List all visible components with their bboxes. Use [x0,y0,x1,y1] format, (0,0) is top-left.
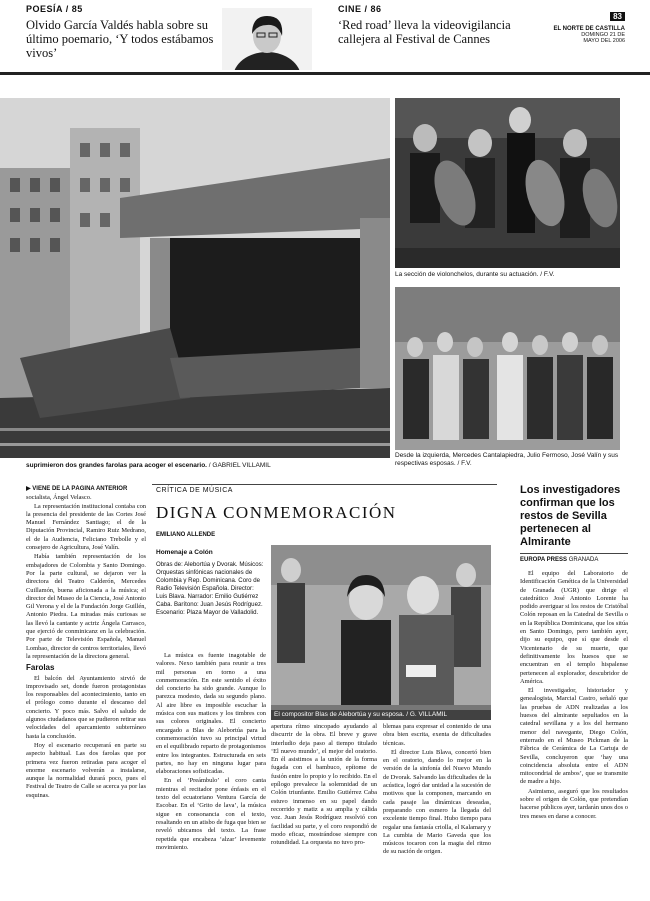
review-subtitle: Homenaje a Colón [156,549,213,556]
review-credits: Obras de: Alebortúa y Dvorak. Músicos: Orquestas sinfónicas nacionales de Colombia y Rep. Dominicana. Coro de Radio Televisión Española. Director: Luis Blava. Narrador: Emilio Gutiérrez Caba. Barítono: Juan Jesús Rodríguez. Escenario: Plaza Mayor de Valladolid. [156,561,264,616]
review-top-rule [152,484,497,485]
cello-illustration [395,98,620,268]
cello-caption [395,271,620,279]
date-day: DOMINGO 21 DE [581,32,625,38]
section-name: POESÍA [26,4,63,14]
paragraph: En el ‘Preámbulo’ el coro canta mientras el recitador pone énfasis en el texto del ecuatoriano Ventura García de Escobar. En el ‘Grito de lava’, la música sigue en consonancia con el texto, resaltando en un atisbo de fuga que bien se reveló ubicamos del texto. La frase repetida que encabeza ‘alzar’ levemente movimiento. [156,777,266,851]
section-name: CINE [338,4,362,14]
sidebar-rule [520,553,628,554]
header-left-teaser[interactable] [26,4,216,70]
header-rule [0,72,650,75]
plaza-stage-photo [0,98,390,458]
caption-text: Desde la izquierda, Mercedes Cantalapiedra, Julio Fermoso, José Valín y sus respectivas esposas. [395,452,619,467]
main-photo-caption [26,462,386,470]
review-column-1 [156,652,266,897]
audience-photo [395,287,620,450]
caption-credit: / G. VILLAMIL [406,711,448,718]
caption-text: La sección de violonchelos, durante su actuación. [395,271,539,278]
page-number: 83 [610,12,625,21]
audience-illustration [395,287,620,450]
caption-text: suprimieron dos grandes farolas para acoger el escenario. [26,462,207,469]
paragraph: Había también representación de los embajadores de Colombia y Santo Domingo. Por la parte cultural, se dejaron ver la directora del Teatro Calderón, Mercedes Cuillamón, buena aficionada a la música; el director del Museo de la Ciencia, José Antonio Gil Verona y el de la Fundación Jorge Guillén, Antonio Piedra. La miradas más curiosas se las llevó la cantante y actriz Ángela Carrasco, que ejerció de conminicanz en la celebración. Por parte de Televisión Española, Manuel Lombao, director de centros territoriales, llevó la representación de la directora general. [26,553,146,660]
paragraph: apertura rítmo sincopado ayudando al discurrir de la obra. El breve y grave interludio deja paso al tiempo titulado ‘El nuevo mundo’, el mejor del oratorio. En él asistimos a la unión de la forma fugada con el bambuco, epítome de fusión entre lo propio y lo recibido. En el epílogo prevalece la solemnidad de un Colón triunfante. Emilio Gutiérrez Caba estuvo inmenso en su papel dando recorrido y matiz a su amplia y cálida voz. Juan Jesús Rodríguez resolvió con facilidad su parte, y el coro respondió de modo eficaz, mostrándose siempre con rotundidad. La orquesta no tuvo pro- [271,723,377,847]
paragraph: El director Luis Blava, concertó bien en el oratorio, dando lo mejor en la versión de la sinfonía del Nuevo Mundo de Dvorak. Salvando las dificultades de la acústica, logró dar unidad a la sucesión de motivos que la componen, marcando en cada pasaje las dinámicas deseadas, preparando con esmero la llegada del excelente tiempo final. Hubo tiempo para regalar una fantasía criolla, el Kalamary y La cumbia de Mario Gaveda que los músicos tocaron con la magia del ritmo de su nación de origen. [383,748,491,856]
subhead-farolas: Farolas [26,663,55,673]
paragraph: El equipo del Laboratorio de Identificación Genética de la Universidad de Granada (UGR) que dirige el catedrático José Antonio Lorente ha podido averiguar si los restos de Cristóbal Colón reposan en la Catedral de Sevilla o en la República Dominicana, que los sitúa en Santo Domingo, pero también ayer, dijo su equipo, que sí que desde el Vicentenario de su muerte, que definitivamente los huesos que se encuentran en el templo hispalense pertenecen al explorador, descubridor de América. [520,570,628,685]
date-month: MAYO DEL 2006 [583,38,625,44]
masthead-block [545,6,625,44]
paragraph: blemas para expresar el contenido de una obra bien escrita, exenta de dificultades técnicas. [383,723,491,747]
teaser-title-cine: ‘Red road’ lleva la videovigilancia callejera al Festival de Cannes [338,18,511,46]
header-right-teaser[interactable] [338,4,538,70]
caption-text: El compositor Blas de Alebortúa y su esposa. [274,711,405,718]
sidebar-headline: Los investigadores confirman que los restos de Sevilla pertenecen al Almirante [520,484,621,548]
sidebar-body [520,570,628,897]
section-label-poesia: POESÍA / 85 [26,4,83,14]
paragraph: El balcón del Ayuntamiento sirvió de improvisado set, donde fueron protagonistas los responsables del acontecimiento, tanto en el prólogo como durante el descanso del concierto. Y poco más. Salvo el saludo de algunos ciudadanos que se pudieron retirar sus velocidades del aparcamiento subterráneo hasta la conclusión. [26,674,146,740]
paragraph: La representación institucional contaba con la presencia del presidente de las Cortes José Manuel Fernández Santiago; el de la Diputación Provincial, Ramiro Ruiz Medrano, el de la Audiencia, Feliciano Trebolle y el consejero de Agricultura, José Valín. [26,502,146,552]
section-page: 85 [71,4,83,14]
audience-caption [395,452,620,468]
continued-text: VIENE DE LA PÁGINA ANTERIOR [32,486,128,492]
portrait-illustration [222,8,312,70]
composer-caption [271,710,491,720]
byline-source: EUROPA PRESS [520,557,568,563]
caption-credit: / F.V. [457,460,472,467]
cello-section-photo [395,98,620,268]
caption-credit: / GABRIEL VILLAMIL [208,462,271,469]
paragraph: Hoy el escenario recuperará en parte su aspecto habitual. Las dos farolas que por primera vez fueron retiradas para acoger el enorme escenario volverán a instalarse, aunque la normalidad durará poco, pues el Festival de Teatro de Calle se acerca ya por las esquinas. [26,741,146,799]
lead-line: socialista, Ángel Velasco. [26,494,92,502]
paragraph: El investigador, historiador y genealogista, Marcial Castro, señaló que las pruebas de ADN realizadas a los huesos del almirante sepultados en la catedral sevillana y a los del hermano menor del navegante, Diego Colón, enterrado en el Museo Pickman de la Fábrica de Cerámica de La Cartuja de Sevilla, concluyeron que ‘hay una coincidencia absoluta entre el ADN mitocondrial de ambos’, que se transmite de madre a hijo. [520,687,628,786]
caption-credit: / F.V. [540,271,555,278]
review-headline: DIGNA CONMEMORACIÓN [156,503,397,522]
review-author: EMILIANO ALLENDE [156,532,216,538]
composer-photo [271,545,491,720]
plaza-stage-illustration [0,98,390,458]
review-kicker: CRÍTICA DE MÚSICA [156,487,233,494]
sidebar-byline [520,557,628,563]
review-column-2 [271,723,377,897]
paragraph: La música es fuente inagotable de valores. Nexo también para reunir a tres mil personas en torno a una conmemoración. En este sentido el éxito del concierto ha sido grande. Aunque lo parezca modesto, dada su segundo plano. Al aire libre es imposible escuchar la música con sus matices y los timbres con sus colores originales. El concierto encargado a Blas de Alebortúa para la conmemoración tuvo su principal virtud en el equilibrado reparto de protagonismos entre los integrantes. Estructurada en seis partes, no hay en ninguna lugar para elaboraciones sofisticadas. [156,652,266,776]
review-column-3 [383,723,491,897]
continued-arrow-icon: ▶ [26,486,31,492]
teaser-title-poesia: Olvido García Valdés habla sobre su último poemario, ‘Y todos estábamos vivos’ [26,18,214,60]
author-portrait [222,8,312,70]
continued-label [26,485,146,493]
section-label-cine: CINE / 86 [338,4,382,14]
byline-location: GRANADA [568,557,599,563]
section-page: 86 [370,4,382,14]
article-left-column [26,485,146,897]
composer-illustration [271,545,491,720]
paragraph: Asimismo, aseguró que los resultados sobre el origen de Colón, que pretendían hacerse públicos ayer, tardarán unos dos o tres meses en darse a conocer. [520,787,628,820]
newspaper-name: EL NORTE DE CASTILLA [553,26,625,32]
